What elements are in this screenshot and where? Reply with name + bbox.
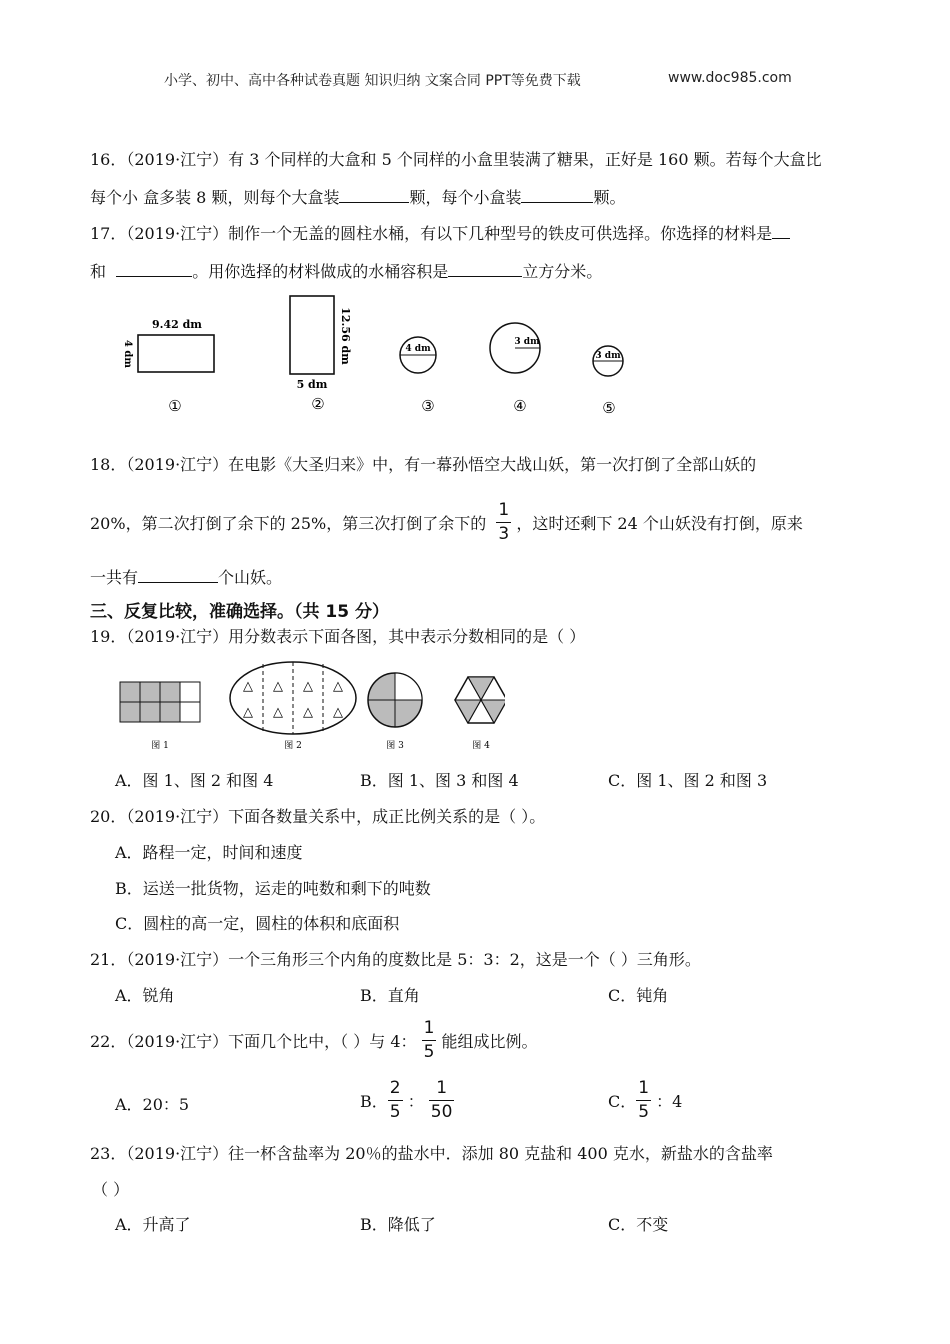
q17-line1: [90, 221, 790, 244]
q17-figure: [110, 288, 650, 418]
q16-line2: [90, 185, 625, 208]
q22-c-tail: ：4: [656, 1091, 683, 1111]
q23-option-c[interactable]: C．不变: [608, 1215, 669, 1234]
q21-option-c[interactable]: C．钝角: [608, 986, 669, 1005]
q18-line3: [90, 565, 282, 588]
rect2-width-label: 5 dm: [296, 378, 328, 391]
q22-b-frac1: $\frac{2}{5}$: [389, 1077, 401, 1122]
sheet-1-rectangle[interactable]: [138, 335, 214, 372]
q22-b-label: B．: [360, 1091, 388, 1111]
q18-line1: 18．（2019·江宁）在电影《大圣归来》中，有一幕孙悟空大战山妖，第一次打倒了全部山妖的: [90, 455, 757, 474]
rect2-height-label: 12.56 dm: [339, 307, 352, 365]
q17-blank-1[interactable]: [772, 222, 790, 239]
tri-5: △: [243, 705, 253, 720]
fig4-hexagon[interactable]: [455, 677, 505, 723]
q18-text-a: 20%，第二次打倒了余下的 25%，第三次打倒了余下的: [90, 513, 487, 533]
q17-blank-3[interactable]: [448, 260, 522, 277]
q18-blank[interactable]: [138, 566, 218, 583]
q19-option-b[interactable]: B．图 1、图 3 和图 4: [360, 771, 519, 790]
q18-text-a3: 一共有: [90, 568, 139, 587]
tri-2: △: [273, 679, 283, 694]
q20-option-c[interactable]: C．圆柱的高一定，圆柱的体积和底面积: [115, 914, 400, 933]
q19-option-a[interactable]: A．图 1、图 2 和图 4: [115, 771, 274, 790]
q18-fraction: $\frac{1}{3}$: [498, 499, 510, 544]
q22-b-frac2: $\frac{1}{50}$: [430, 1077, 453, 1122]
q22-text-b: 能组成比例。: [441, 1031, 538, 1051]
fig-label-fig2: 图 2: [284, 741, 302, 751]
tri-3: △: [303, 679, 313, 694]
q23-stem: 23．（2019·江宁）往一杯含盐率为 20％的盐水中．添加 80 克盐和 400 克水，新盐水的含盐率: [90, 1144, 773, 1163]
fig-label-4: ④: [513, 397, 527, 415]
q22-option-a[interactable]: A．20：5: [115, 1095, 190, 1114]
header-text: 小学、初中、高中各种试卷真题 知识归纳 文案合同 PPT等免费下载: [164, 73, 581, 89]
q16-line1: 16．（2019·江宁）有 3 个同样的大盒和 5 个同样的小盒里装满了糖果，正好是 160 颗。若每个大盒比: [90, 150, 822, 169]
q17-text-and: 和: [90, 262, 107, 281]
sheet-2-rectangle[interactable]: [290, 296, 334, 374]
q17-text-b: 。用你选择的材料做成的水桶容积是: [192, 262, 449, 281]
fig2-ellipse[interactable]: [230, 662, 356, 734]
fig-label-fig1: 图 1: [151, 741, 169, 751]
q19-figure: [115, 660, 505, 755]
circle3-label: 4 dm: [405, 344, 431, 354]
q20-option-b[interactable]: B．运送一批货物，运走的吨数和剩下的吨数: [115, 879, 431, 898]
q21-option-b[interactable]: B．直角: [360, 986, 420, 1005]
rect1-height-label: 4 dm: [122, 339, 133, 369]
fig1-grid[interactable]: [120, 682, 200, 722]
q23-option-b[interactable]: B．降低了: [360, 1215, 436, 1234]
q22-c-frac: $\frac{1}{5}$: [638, 1077, 650, 1122]
q16-blank-small[interactable]: [521, 186, 593, 203]
fig-label-1: ①: [168, 397, 182, 415]
header-site[interactable]: www.doc985.com: [668, 70, 792, 86]
circle5-label: 3 dm: [595, 351, 621, 361]
q16-text-c: 颗。: [593, 188, 626, 207]
q23-option-a[interactable]: A．升高了: [115, 1215, 191, 1234]
tri-1: △: [243, 679, 253, 694]
q21-stem: 21．（2019·江宁）一个三角形三个内角的度数比是 5：3：2，这是一个（ ）三角形。: [90, 950, 701, 969]
q16-text-a: 每个小 盒多装 8 颗，则每个大盒装: [90, 188, 340, 207]
q22-fraction: $\frac{1}{5}$: [423, 1017, 435, 1062]
q22-c-label: C．: [608, 1091, 637, 1111]
tri-4: △: [333, 679, 343, 694]
q20-stem: 20．（2019·江宁）下面各数量关系中，成正比例关系的是（ ）。: [90, 807, 546, 826]
circle4-label: 3 dm: [514, 337, 540, 347]
q16-blank-large[interactable]: [339, 186, 409, 203]
q23-answer-paren[interactable]: （ ）: [92, 1180, 130, 1199]
q16-text-b: 颗，每个小盒装: [409, 188, 522, 207]
q22-option-c[interactable]: [608, 1078, 682, 1122]
tri-6: △: [273, 705, 283, 720]
fig3-circle[interactable]: [368, 673, 422, 727]
q20-option-a[interactable]: A．路程一定，时间和速度: [115, 843, 303, 862]
q17-line2: [90, 259, 602, 282]
fig-label-5: ⑤: [602, 399, 616, 417]
q22-option-b[interactable]: [360, 1078, 454, 1122]
fig-label-3: ③: [421, 397, 435, 415]
q22-text-a: 22．（2019·江宁）下面几个比中，（ ）与 4：: [90, 1031, 417, 1051]
section-3-title: 三、反复比较，准确选择。（共 15 分）: [90, 602, 389, 622]
q22-b-colon: ：: [407, 1091, 424, 1111]
q19-option-c[interactable]: C．图 1、图 2 和图 3: [608, 771, 768, 790]
q17-text-c: 立方分米。: [522, 262, 603, 281]
q21-option-a[interactable]: A．锐角: [115, 986, 175, 1005]
q17-blank-2[interactable]: [116, 260, 192, 277]
q18-text-b: ，这时还剩下 24 个山妖没有打倒，原来: [516, 513, 803, 533]
fig-label-fig3: 图 3: [386, 741, 404, 751]
tri-8: △: [333, 705, 343, 720]
q17-text: 17．（2019·江宁）制作一个无盖的圆柱水桶，有以下几种型号的铁皮可供选择。你选择的材料是: [90, 224, 773, 243]
q18-line2: [90, 500, 803, 544]
q22-stem: [90, 1018, 538, 1062]
fig-label-fig4: 图 4: [472, 741, 490, 751]
q19-stem: 19．（2019·江宁）用分数表示下面各图，其中表示分数相同的是（ ）: [90, 627, 586, 646]
q18-text-b3: 个山妖。: [218, 568, 283, 587]
tri-7: △: [303, 705, 313, 720]
fig-label-2: ②: [311, 395, 325, 413]
rect1-width-label: 9.42 dm: [152, 318, 202, 331]
